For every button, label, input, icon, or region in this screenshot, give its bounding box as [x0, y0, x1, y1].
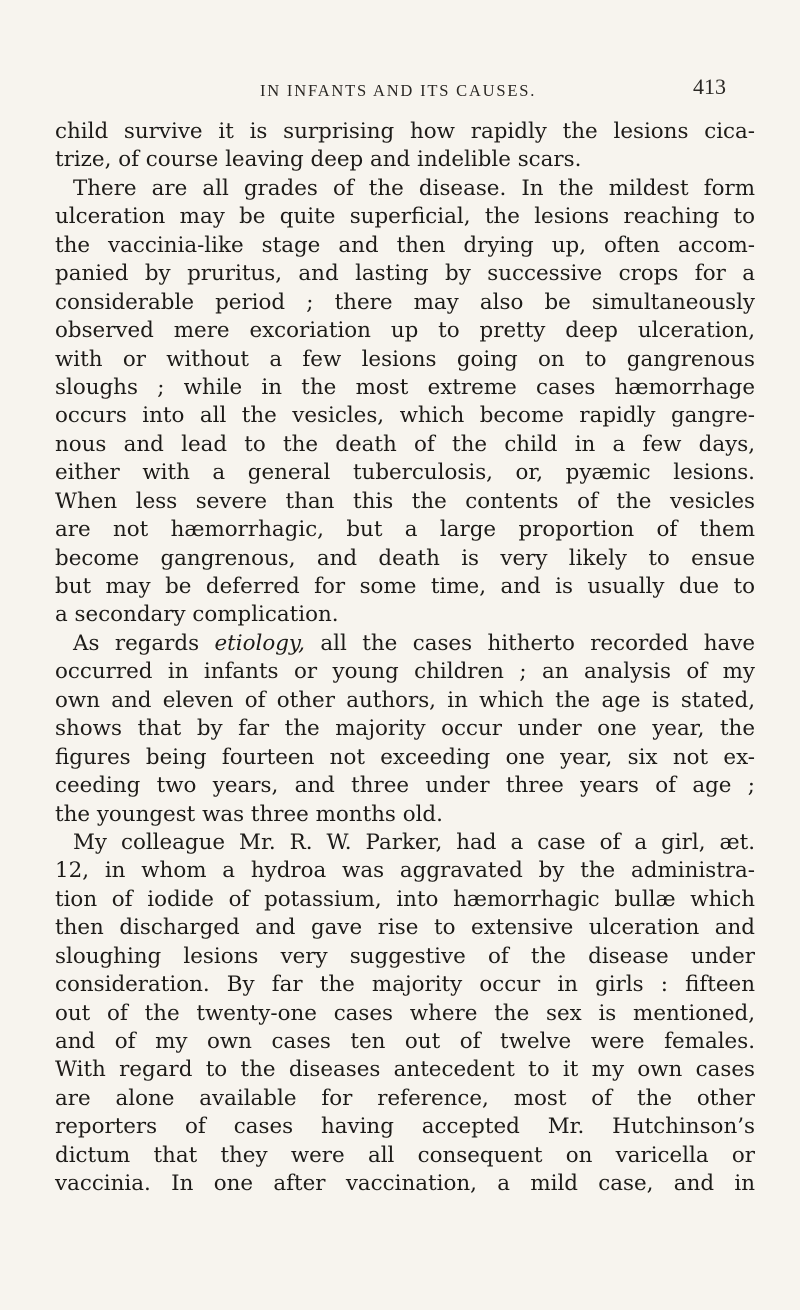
text-line: There are all grades of the disease. In the mildest form	[73, 175, 755, 201]
text-line: dictum that they were all consequent on varicella or	[55, 1142, 755, 1168]
italic-term: etiology,	[214, 630, 305, 656]
text-line: shows that by far the majority occur under one year, the	[55, 716, 755, 742]
text-line: 12, in whom a hydroa was aggravated by the administra-	[55, 858, 755, 884]
body-text	[55, 118, 755, 1199]
text-line: consideration. By far the majority occur in girls : fifteen	[55, 972, 755, 998]
text-line: sloughing lesions very suggestive of the disease under	[55, 943, 755, 969]
text-line: ulceration may be quite superficial, the lesions reaching to	[55, 204, 755, 230]
text-line: When less severe than this the contents of the vesicles	[55, 488, 755, 514]
text-line: trize, of course leaving deep and indelible scars.	[55, 147, 582, 173]
text-line: and of my own cases ten out of twelve were females.	[55, 1029, 755, 1054]
running-head	[0, 76, 800, 106]
text-line: reporters of cases having accepted Mr. Hutchinson’s	[55, 1114, 755, 1140]
text-line: the youngest was three months old.	[55, 801, 443, 827]
text-line: sloughs ; while in the most extreme cases hæmorrhage	[55, 374, 755, 400]
text-line: become gangrenous, and death is very likely to ensue	[55, 545, 755, 571]
text-line: are not hæmorrhagic, but a large proportion of them	[55, 517, 755, 543]
text-line: with or without a few lesions going on to gangrenous	[55, 346, 755, 372]
text-line: own and eleven of other authors, in which the age is stated,	[55, 687, 755, 713]
text-line: either with a general tuberculosis, or, pyæmic lesions.	[55, 460, 755, 486]
text-line: ceeding two years, and three under three years of age ;	[55, 773, 755, 799]
text-line: occurred in infants or young children ; an analysis of my	[55, 659, 755, 685]
text-line: a secondary complication.	[55, 602, 339, 628]
text-run: all the cases hitherto recorded have	[304, 630, 755, 656]
text-line: but may be deferred for some time, and is usually due to	[55, 574, 755, 599]
page-number: 413	[693, 74, 726, 99]
text-run: As regards	[73, 630, 215, 656]
text-line: nous and lead to the death of the child in a few days,	[55, 431, 755, 457]
text-line: figures being fourteen not exceeding one year, six not ex-	[55, 744, 755, 770]
text-line: panied by pruritus, and lasting by successive crops for a	[55, 261, 755, 287]
text-line: child survive it is surprising how rapidly the lesions cica-	[55, 119, 755, 144]
text-line: then discharged and gave rise to extensive ulceration and	[55, 915, 755, 941]
text-line: occurs into all the vesicles, which become rapidly gangre-	[55, 403, 755, 429]
running-head-title: IN INFANTS AND ITS CAUSES.	[260, 81, 537, 100]
text-line: out of the twenty-one cases where the sex is mentioned,	[55, 1000, 755, 1026]
text-line: vaccinia. In one after vaccination, a mild case, and in	[55, 1171, 755, 1197]
text-line: observed mere excoriation up to pretty deep ulceration,	[55, 318, 755, 344]
text-line: My colleague Mr. R. W. Parker, had a case of a girl, æt.	[73, 829, 755, 855]
text-line	[55, 630, 755, 658]
text-line: tion of iodide of potassium, into hæmorrhagic bullæ which	[55, 886, 755, 912]
text-line: With regard to the diseases antecedent to it my own cases	[55, 1057, 755, 1083]
text-line: the vaccinia-like stage and then drying up, often accom-	[55, 232, 755, 258]
text-line: considerable period ; there may also be simultaneously	[55, 289, 755, 315]
text-line: are alone available for reference, most of the other	[55, 1085, 755, 1111]
